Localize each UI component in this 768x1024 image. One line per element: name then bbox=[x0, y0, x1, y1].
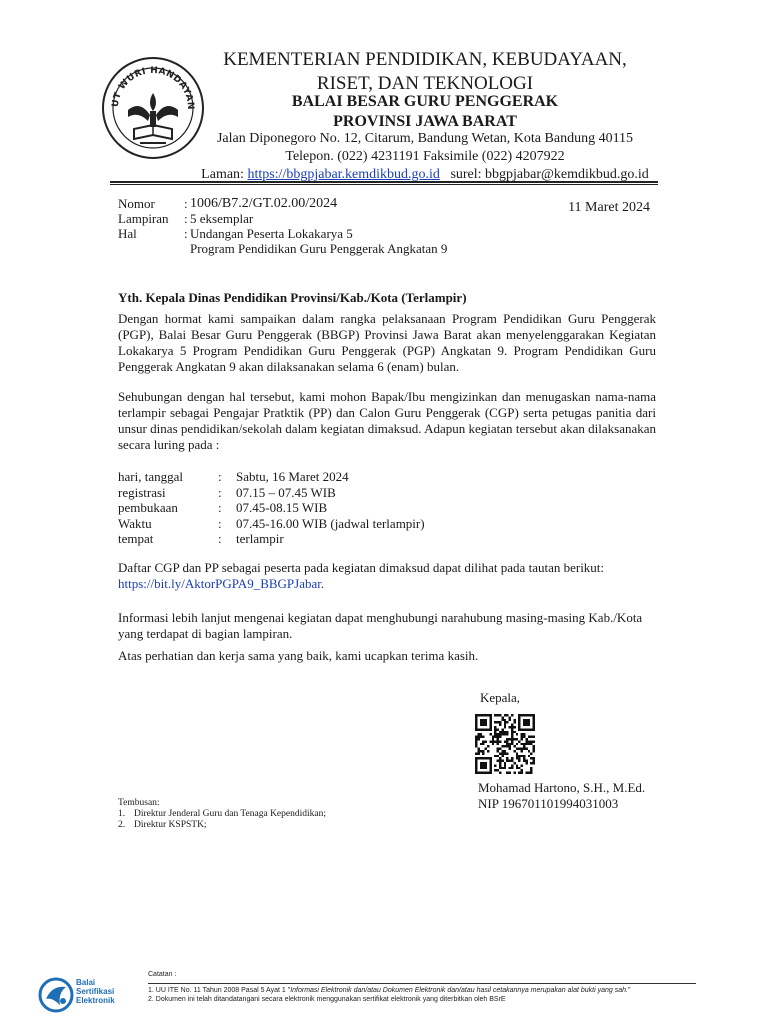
signature-title: Kepala, bbox=[480, 690, 521, 705]
schedule-row: hari, tanggal : Sabtu, 16 Maret 2024 bbox=[118, 469, 349, 484]
email-address: bbgpjabar@kemdikbud.go.id bbox=[485, 167, 649, 182]
ministry-name: KEMENTERIAN PENDIDIKAN, KEBUDAYAAN, RISET, DAN TEKNOLOGI bbox=[223, 49, 627, 94]
tembusan-label: Tembusan: bbox=[118, 798, 160, 808]
schedule-row: pembukaan : 07.45-08.15 WIB bbox=[118, 500, 328, 515]
schedule-row: Waktu : 07.45-16.00 WIB (jadwal terlampir) bbox=[118, 515, 425, 531]
catatan-label: Catatan : bbox=[148, 971, 177, 978]
participant-list-link[interactable]: https://bit.ly/AktorPGPA9_BBGPJabar bbox=[118, 576, 321, 591]
tut-wuri-handayani-logo bbox=[100, 55, 206, 161]
lampiran-value: 5 eksemplar bbox=[190, 211, 254, 226]
letterhead-divider-thin bbox=[110, 184, 658, 185]
letter-date: 11 Maret 2024 bbox=[568, 200, 650, 215]
bsre-logo: Balai Sertifikasi Elektronik bbox=[36, 975, 146, 1015]
tembusan bbox=[118, 798, 438, 831]
hal-value-line2: Program Pendidikan Guru Penggerak Angkatan 9 bbox=[190, 241, 448, 256]
institution-contact bbox=[200, 130, 650, 184]
footer-note-1: 1. UU ITE No. 11 Tahun 2008 Pasal 5 Ayat 1 "Informasi Elektronik dan/atau Dokumen Elektronik dan/atau hasil cetakannya merupakan alat bukti yang sah." bbox=[148, 987, 631, 994]
address: Jalan Diponegoro No. 12, Citarum, Bandung Wetan, Kota Bandung 40115 bbox=[216, 131, 634, 146]
signatory-name: Mohamad Hartono, S.H., M.Ed. bbox=[478, 780, 646, 795]
list-item: 1. Direktur Jenderal Guru dan Tenaga Kependidikan; bbox=[118, 809, 326, 819]
signatory-nip: NIP 196701101994031003 bbox=[478, 796, 619, 811]
schedule-list bbox=[118, 469, 538, 547]
bsre-emblem-icon bbox=[36, 975, 76, 1015]
nomor-value: 1006/B7.2/GT.02.00/2024 bbox=[190, 196, 338, 211]
paragraph-1: Dengan hormat kami sampaikan dalam rangka pelaksanaan Program Pendidikan Guru Penggerak (PGP), Balai Besar Guru Penggerak (BBGP) Provinsi Jawa Barat akan menyelenggarakan Kegiatan Lokakarya 5 Program Pendidikan Guru Penggerak (PGP) Angkatan 9. Program Pendidikan Guru Penggerak Angkatan 9 akan dilaksanakan selama 6 (enam) bulan. bbox=[118, 311, 656, 374]
letterhead-divider bbox=[110, 181, 658, 183]
hal-value: Undangan Peserta Lokakarya 5 bbox=[190, 226, 353, 241]
svg-text:TUT WURI HANDAYANI: UT WURI HANDAYAN bbox=[110, 65, 196, 111]
paragraph-3: Daftar CGP dan PP sebagai peserta pada kegiatan dimaksud dapat dilihat pada tautan berikut: https://bit.ly/AktorPGPA9_BBGPJabar. bbox=[118, 560, 605, 591]
schedule-row: tempat : terlampir bbox=[118, 531, 284, 546]
laman-label: Laman: bbox=[201, 167, 244, 182]
list-item: 2. Direktur KSPSTK; bbox=[118, 820, 207, 830]
qr-code bbox=[475, 714, 535, 774]
schedule-row: registrasi : 07.15 – 07.45 WIB bbox=[118, 484, 336, 500]
website-link[interactable]: https://bbgpjabar.kemdikbud.go.id bbox=[247, 167, 440, 182]
signatory-block bbox=[478, 780, 645, 812]
paragraph-2: Sehubungan dengan hal tersebut, kami mohon Bapak/Ibu mengizinkan dan menugaskan nama-nama terlampir sebagai Pengajar Pratktik (PP) dan Calon Guru Penggerak (CGP) serta petugas panitia dari unsur dinas pendidikan/sekolah dalam kegiatan dimaksud. Adapun kegiatan tersebut akan dilaksanakan secara luring pada : bbox=[118, 389, 656, 452]
letter-meta: Nomor : 1006/B7.2/GT.02.00/2024 Lampiran : 5 eksemplar Hal : Undangan Peserta Lokakarya 5 Program Pendidikan Guru Penggerak Angkatan 9 bbox=[118, 196, 448, 256]
addressee: Yth. Kepala Dinas Pendidikan Provinsi/Kab./Kota (Terlampir) bbox=[118, 290, 467, 305]
paragraph-4: Informasi lebih lanjut mengenai kegiatan dapat menghubungi narahubung masing-masing Kab./Kota yang terdapat di bagian lampiran. bbox=[118, 610, 643, 641]
footer-notes bbox=[148, 970, 738, 1004]
paragraph-5: Atas perhatian dan kerja sama yang baik, kami ucapkan terima kasih. bbox=[118, 648, 479, 663]
footer-note-2: 2. Dokumen ini telah ditandatangani secara elektronik menggunakan sertifikat elektronik yang diterbitkan oleh BSrE bbox=[148, 996, 506, 1003]
institution-name: BALAI BESAR GURU PENGGERAK PROVINSI JAWA BARAT bbox=[291, 93, 559, 130]
surel-label: surel: bbox=[450, 167, 482, 182]
phone: Telepon. (022) 4231191 Faksimile (022) 4207922 bbox=[285, 149, 565, 164]
